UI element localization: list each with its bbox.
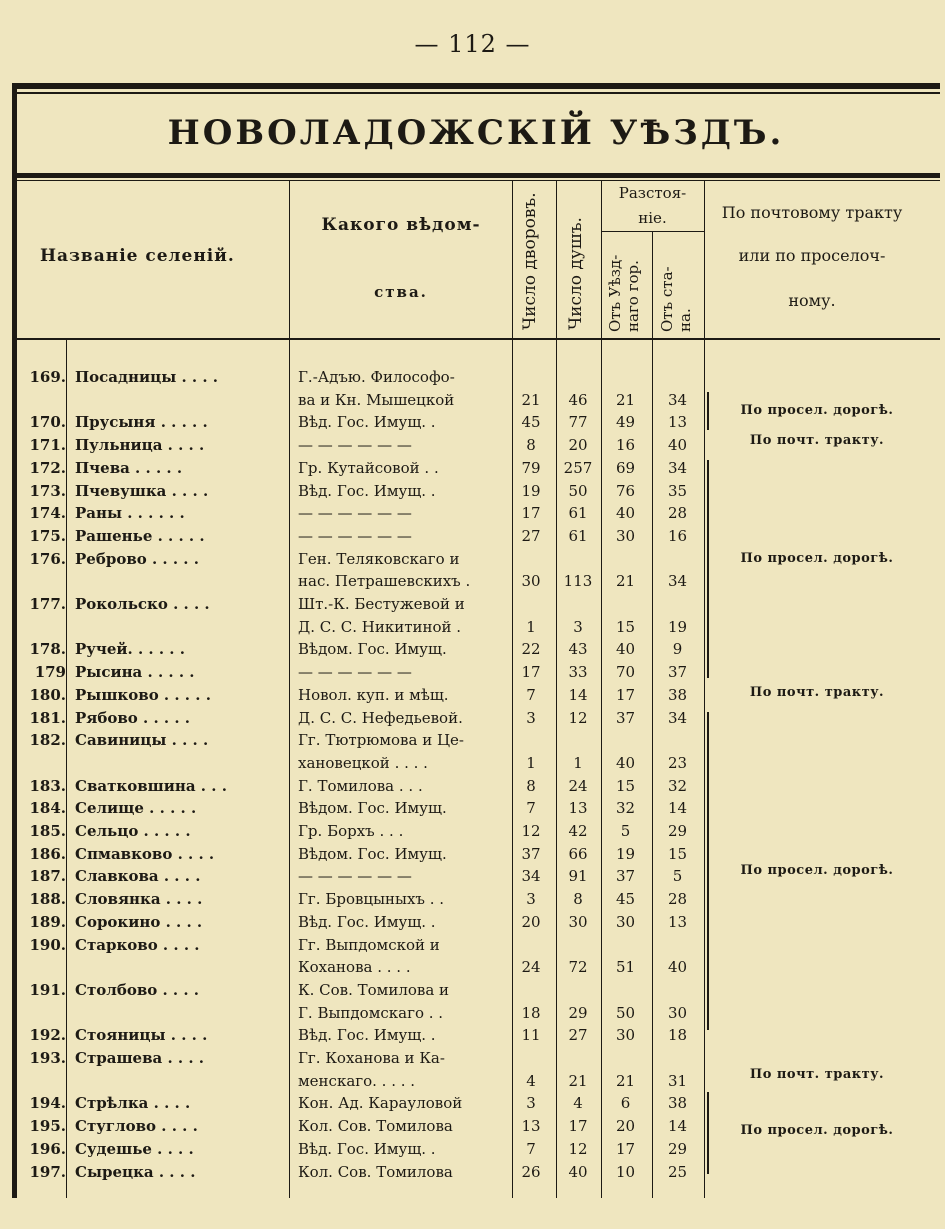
vedomstvo-cont: Коханова . . . . xyxy=(298,958,411,977)
distance-uezd: 49 xyxy=(615,413,636,432)
distance-stan: 34 xyxy=(667,708,688,727)
dush-value: 21 xyxy=(568,1071,588,1090)
vedomstvo: Кол. Сов. Томилова xyxy=(298,1117,453,1136)
vedomstvo: — — — — — — xyxy=(298,526,412,545)
row-number: 184. xyxy=(29,799,66,818)
dvorov-value: 26 xyxy=(521,1162,541,1181)
row-number: 185. xyxy=(29,822,66,840)
row-number: 197. xyxy=(29,1162,66,1181)
distance-stan: 32 xyxy=(667,776,688,795)
vedomstvo: Вѣдом. Гос. Имущ. xyxy=(298,844,447,863)
row-number: 180. xyxy=(29,685,66,704)
dvorov-value: 24 xyxy=(521,958,541,977)
tract-note: По просел. дорогѣ. xyxy=(740,863,894,878)
vedomstvo: Шт.-К. Бестужевой и xyxy=(298,595,465,613)
vedomstvo: Ген. Теляковскаго и xyxy=(298,549,460,568)
vedomstvo: Гг. Бровцыныхъ . . xyxy=(298,890,445,909)
settlement-name: Ручей. . . . . . xyxy=(75,640,185,659)
settlement-name: Страшева . . . . xyxy=(75,1049,205,1067)
settlement-name: Раны . . . . . . xyxy=(75,504,185,523)
distance-stan: 9 xyxy=(672,640,683,659)
dush-value: 13 xyxy=(568,799,588,818)
tract-note: По просел. дорогѣ. xyxy=(740,551,894,566)
dvorov-value: 22 xyxy=(521,640,541,659)
vedomstvo: Гр. Борхъ . . . xyxy=(298,822,404,840)
distance-uezd: 50 xyxy=(615,1003,636,1022)
dvorov-value: 8 xyxy=(526,436,536,455)
dvorov-value: 13 xyxy=(521,1117,541,1136)
distance-uezd: 70 xyxy=(615,663,636,682)
vedomstvo: Д. С. С. Нефедьевой. xyxy=(298,708,463,727)
vedomstvo: Кол. Сов. Томилова xyxy=(298,1162,453,1181)
row-number: 171. xyxy=(29,436,66,455)
row-number: 175. xyxy=(29,526,66,545)
distance-uezd: 30 xyxy=(615,1026,636,1045)
settlement-name: Сырецка . . . . xyxy=(75,1162,196,1181)
dvorov-value: 4 xyxy=(526,1071,536,1090)
distance-uezd: 17 xyxy=(615,685,636,704)
vedomstvo: Новол. куп. и мѣщ. xyxy=(298,685,449,704)
distance-stan: 29 xyxy=(667,1139,688,1158)
header-vedom: Какого вѣдом- xyxy=(321,215,481,235)
title-rule-thin xyxy=(12,180,940,181)
distance-stan: 34 xyxy=(667,458,688,477)
settlement-name: Стуглово . . . . xyxy=(75,1117,198,1136)
distance-stan: 15 xyxy=(667,844,688,863)
header-rule xyxy=(12,338,940,340)
distance-uezd: 40 xyxy=(615,753,636,772)
distance-uezd: 17 xyxy=(615,1139,636,1158)
tract-note: По почт. тракту. xyxy=(749,685,885,700)
settlement-name: Спмавково . . . . xyxy=(75,844,215,863)
dvorov-value: 20 xyxy=(521,912,541,931)
vedomstvo: Вѣд. Гос. Имущ. . xyxy=(298,413,436,432)
dvorov-value: 7 xyxy=(526,1139,536,1158)
dvorov-value: 19 xyxy=(521,481,541,500)
row-number: 174. xyxy=(29,504,66,523)
distance-stan: 25 xyxy=(667,1162,688,1181)
settlement-name: Селище . . . . . xyxy=(75,799,197,818)
distance-uezd: 51 xyxy=(615,958,636,977)
settlement-name: Прусыня . . . . . xyxy=(75,413,208,432)
header-rast-cont: ніе. xyxy=(638,209,667,227)
distance-stan: 23 xyxy=(667,753,688,772)
header-tract-end: ному. xyxy=(788,291,836,310)
dush-value: 12 xyxy=(568,1139,588,1158)
dvorov-value: 3 xyxy=(526,890,536,909)
page-number: — 112 — xyxy=(414,30,531,58)
row-number: 190. xyxy=(29,935,66,954)
column-divider xyxy=(652,232,653,1198)
settlement-name: Пчева . . . . . xyxy=(75,458,183,477)
distance-stan: 37 xyxy=(667,663,688,682)
dush-value: 33 xyxy=(568,663,588,682)
settlement-name: Стрѣлка . . . . xyxy=(75,1094,191,1113)
dush-value: 42 xyxy=(568,822,588,840)
dush-value: 29 xyxy=(568,1003,588,1022)
dush-value: 257 xyxy=(563,458,593,477)
row-number: 182. xyxy=(29,731,66,750)
header-ot-uezd: Отъ Уѣзд- наго гор. xyxy=(606,254,642,332)
settlement-name: Реброво . . . . . xyxy=(75,549,199,568)
settlement-name: Пчевушка . . . . xyxy=(75,481,209,500)
vedomstvo: Вѣд. Гос. Имущ. . xyxy=(298,481,436,500)
vedomstvo: Вѣдом. Гос. Имущ. xyxy=(298,799,447,818)
dush-value: 40 xyxy=(568,1162,588,1181)
vedomstvo-cont: менскаго. . . . . xyxy=(298,1071,416,1090)
settlement-name: Стояницы . . . . xyxy=(75,1026,208,1045)
distance-stan: 35 xyxy=(667,481,688,500)
dush-value: 61 xyxy=(568,526,588,545)
row-number: 189. xyxy=(29,912,66,931)
dvorov-value: 17 xyxy=(521,663,541,682)
vedomstvo: К. Сов. Томилова и xyxy=(298,980,450,999)
dvorov-value: 3 xyxy=(526,1094,536,1113)
row-number: 191. xyxy=(29,980,66,999)
dush-value: 3 xyxy=(573,617,583,636)
dvorov-value: 17 xyxy=(521,504,541,523)
settlement-name: Судешье . . . . xyxy=(75,1139,194,1158)
header-dvorov: Число дворовъ. xyxy=(520,192,540,330)
column-divider xyxy=(601,181,602,1198)
dush-value: 113 xyxy=(563,572,593,591)
vedomstvo: Гг. Выпдомской и xyxy=(298,935,440,954)
distance-stan: 29 xyxy=(667,822,688,840)
distance-uezd: 21 xyxy=(615,1071,636,1090)
row-number: 181. xyxy=(29,708,66,727)
vedomstvo-cont: ва и Кн. Мышецкой xyxy=(298,390,455,409)
vedomstvo-cont: нас. Петрашевскихъ . xyxy=(298,572,471,591)
rast-header-rule xyxy=(601,231,704,232)
distance-uezd: 19 xyxy=(615,844,636,863)
dush-value: 20 xyxy=(568,436,588,455)
dvorov-value: 18 xyxy=(521,1003,541,1022)
vedomstvo: Вѣд. Гос. Имущ. . xyxy=(298,1139,436,1158)
column-divider xyxy=(66,340,67,1198)
frame-top-rule xyxy=(12,92,940,94)
dush-value: 50 xyxy=(568,481,588,500)
tract-note: По почт. тракту. xyxy=(749,433,885,448)
row-number: 177. xyxy=(29,595,66,613)
distance-stan: 40 xyxy=(667,958,688,977)
row-number: 192. xyxy=(29,1026,66,1045)
distance-stan: 40 xyxy=(667,436,688,455)
settlement-name: Рашенье . . . . . xyxy=(75,526,205,545)
row-number: 195. xyxy=(29,1117,66,1136)
distance-stan: 38 xyxy=(667,685,688,704)
dush-value: 43 xyxy=(568,640,588,659)
vedomstvo-cont: Д. С. С. Никитиной . xyxy=(298,617,462,636)
row-number: 187. xyxy=(29,867,66,886)
dvorov-value: 45 xyxy=(521,413,541,432)
distance-stan: 28 xyxy=(667,890,688,909)
distance-stan: 14 xyxy=(667,1117,688,1136)
distance-uezd: 5 xyxy=(620,822,631,840)
vedomstvo: — — — — — — xyxy=(298,663,412,682)
dush-value: 27 xyxy=(568,1026,588,1045)
settlement-name: Словянка . . . . xyxy=(75,890,203,909)
row-number: 169. xyxy=(29,368,66,386)
distance-uezd: 10 xyxy=(615,1162,636,1181)
distance-stan: 16 xyxy=(667,526,688,545)
distance-uezd: 21 xyxy=(615,390,636,409)
distance-uezd: 40 xyxy=(615,640,636,659)
header-rast: Разстоя- xyxy=(618,184,687,202)
settlement-name: Славкова . . . . xyxy=(75,867,201,886)
distance-uezd: 37 xyxy=(615,708,636,727)
distance-uezd: 16 xyxy=(615,436,636,455)
dush-value: 12 xyxy=(568,708,588,727)
vedomstvo: — — — — — — xyxy=(298,504,412,523)
column-divider xyxy=(289,181,290,1198)
settlement-name: Рышково . . . . . xyxy=(75,685,211,704)
row-number: 196. xyxy=(29,1139,66,1158)
distance-stan: 30 xyxy=(667,1003,688,1022)
dvorov-value: 79 xyxy=(521,458,541,477)
row-number: 178. xyxy=(29,640,66,659)
row-number: 170. xyxy=(29,413,66,432)
dvorov-value: 3 xyxy=(526,708,536,727)
vedomstvo: Кон. Ад. Карауловой xyxy=(298,1094,463,1113)
dvorov-value: 30 xyxy=(521,572,541,591)
vedomstvo: Гр. Кутайсовой . . xyxy=(298,458,439,477)
tract-note: По просел. дорогѣ. xyxy=(740,403,894,418)
row-number: 186. xyxy=(29,844,66,863)
dush-value: 1 xyxy=(573,753,583,772)
dvorov-value: 37 xyxy=(521,844,541,863)
vedomstvo-cont: хановецкой . . . . xyxy=(298,753,428,772)
distance-stan: 13 xyxy=(667,413,688,432)
dvorov-value: 1 xyxy=(526,753,536,772)
vedomstvo: — — — — — — xyxy=(298,436,412,455)
dvorov-value: 11 xyxy=(521,1026,541,1045)
vedomstvo-cont: Г. Выпдомскаго . . xyxy=(298,1003,444,1022)
dush-value: 24 xyxy=(568,776,588,795)
distance-uezd: 37 xyxy=(615,867,636,886)
dush-value: 4 xyxy=(573,1094,583,1113)
row-number: 173. xyxy=(29,481,66,500)
dush-value: 8 xyxy=(573,890,583,909)
row-number: 172. xyxy=(29,458,66,477)
header-name: Названіе селеній. xyxy=(40,246,235,266)
dush-value: 66 xyxy=(568,844,588,863)
header-tract-cont: или по проселоч- xyxy=(738,246,886,265)
tract-note: По просел. дорогѣ. xyxy=(740,1123,894,1138)
settlement-name: Столбово . . . . xyxy=(75,980,200,999)
header-tract: По почтовому тракту xyxy=(721,203,903,222)
dvorov-value: 7 xyxy=(526,799,536,818)
settlement-name: Савиницы . . . . xyxy=(75,731,209,750)
distance-uezd: 21 xyxy=(615,572,636,591)
distance-stan: 19 xyxy=(667,617,688,636)
distance-uezd: 15 xyxy=(615,617,636,636)
settlement-name: Рысина . . . . . xyxy=(75,663,195,682)
row-number: 183. xyxy=(29,776,66,795)
title-rule-thick xyxy=(12,173,940,178)
distance-uezd: 40 xyxy=(615,504,636,523)
distance-stan: 38 xyxy=(667,1094,688,1113)
distance-uezd: 30 xyxy=(615,912,636,931)
header-ot-stana: Отъ ста- на. xyxy=(658,266,694,332)
distance-stan: 28 xyxy=(667,504,688,523)
dvorov-value: 21 xyxy=(521,390,541,409)
settlement-name: Рябово . . . . . xyxy=(75,708,191,727)
dush-value: 14 xyxy=(568,685,588,704)
page-title: НОВОЛАДОЖСКІЙ УѢЗДЪ. xyxy=(167,113,785,153)
dush-value: 17 xyxy=(568,1117,588,1136)
settlement-name: Рокольско . . . . xyxy=(75,595,210,613)
distance-uezd: 6 xyxy=(620,1094,631,1113)
vedomstvo: — — — — — — xyxy=(298,867,412,886)
distance-uezd: 45 xyxy=(615,890,636,909)
settlement-name: Сельцо . . . . . xyxy=(75,822,191,840)
distance-stan: 13 xyxy=(667,912,688,931)
row-number: 179 xyxy=(34,663,66,682)
dvorov-value: 8 xyxy=(526,776,536,795)
distance-stan: 14 xyxy=(667,799,688,818)
distance-uezd: 69 xyxy=(615,458,636,477)
distance-stan: 18 xyxy=(667,1026,688,1045)
vedomstvo: Г.-Адъю. Философо- xyxy=(298,368,455,386)
row-number: 188. xyxy=(29,890,66,909)
header-vedom-cont: ства. xyxy=(374,283,428,301)
dush-value: 46 xyxy=(568,390,588,409)
settlement-name: Сорокино . . . . xyxy=(75,912,203,931)
settlement-name: Посадницы . . . . xyxy=(75,368,219,386)
settlement-name: Старково . . . . xyxy=(75,935,200,954)
dvorov-value: 27 xyxy=(521,526,541,545)
distance-uezd: 32 xyxy=(615,799,636,818)
header-dush: Число душъ. xyxy=(566,217,586,330)
dvorov-value: 12 xyxy=(521,822,541,840)
distance-uezd: 20 xyxy=(615,1117,636,1136)
column-divider xyxy=(704,181,705,1198)
dvorov-value: 7 xyxy=(526,685,536,704)
distance-stan: 34 xyxy=(667,390,688,409)
vedomstvo: Гг. Коханова и Ка- xyxy=(298,1049,445,1067)
row-number: 176. xyxy=(29,549,66,568)
settlement-name: Пульница . . . . xyxy=(75,436,205,455)
vedomstvo: Гг. Тютрюмова и Це- xyxy=(298,731,464,750)
dush-value: 30 xyxy=(568,912,588,931)
dush-value: 77 xyxy=(568,413,588,432)
dush-value: 61 xyxy=(568,504,588,523)
distance-uezd: 15 xyxy=(615,776,636,795)
row-number: 193. xyxy=(29,1049,66,1067)
dvorov-value: 1 xyxy=(526,617,536,636)
vedomstvo: Вѣд. Гос. Имущ. . xyxy=(298,1026,436,1045)
distance-stan: 34 xyxy=(667,572,688,591)
distance-stan: 5 xyxy=(672,867,683,886)
distance-stan: 31 xyxy=(667,1071,688,1090)
distance-uezd: 76 xyxy=(615,481,636,500)
tract-note: По почт. тракту. xyxy=(749,1067,885,1082)
dush-value: 91 xyxy=(568,867,588,886)
vedomstvo: Вѣд. Гос. Имущ. . xyxy=(298,912,436,931)
row-number: 194. xyxy=(29,1094,66,1113)
dvorov-value: 34 xyxy=(521,867,541,886)
settlement-name: Сватковшина . . . xyxy=(75,776,227,795)
vedomstvo: Вѣдом. Гос. Имущ. xyxy=(298,640,447,659)
distance-uezd: 30 xyxy=(615,526,636,545)
vedomstvo: Г. Томилова . . . xyxy=(298,776,423,795)
dush-value: 72 xyxy=(568,958,588,977)
